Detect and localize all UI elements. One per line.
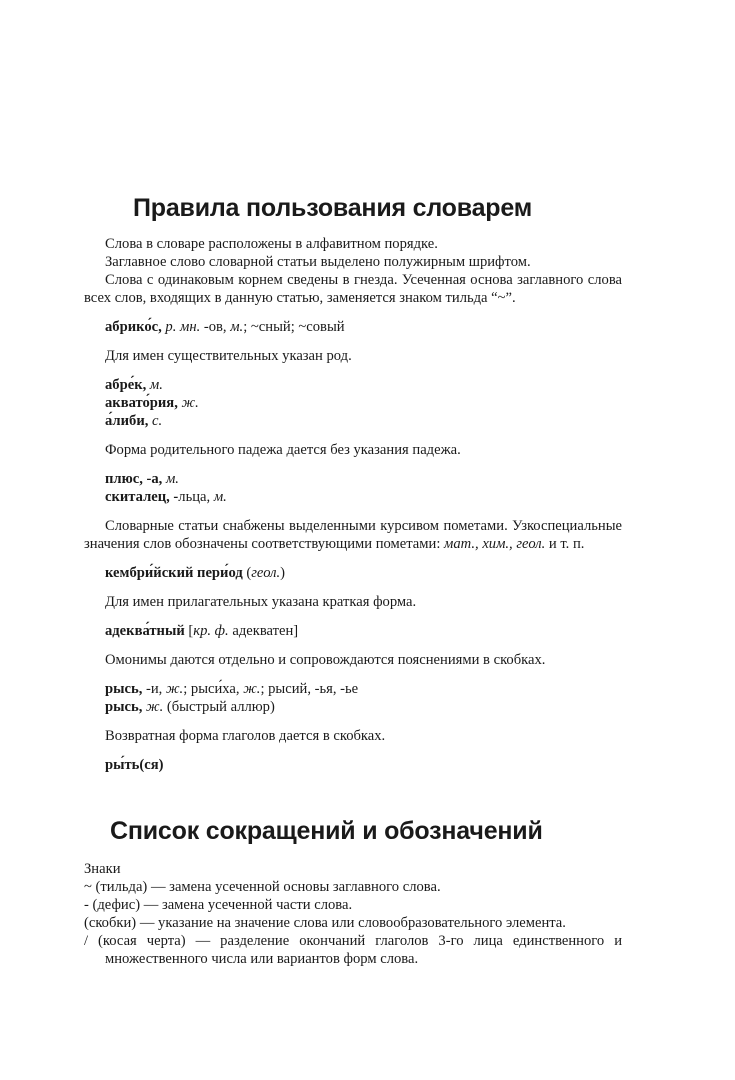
abbreviations-title: Список сокращений и обозначений [110,817,543,845]
example-entry: адеква́тный [кр. ф. адекватен] [105,623,299,639]
rules-section [84,235,622,774]
abbreviations-section [84,860,622,968]
example-entry: рысь, ж. (быстрый аллюр) [105,699,275,715]
note-labels: Словарные статьи снабжены выделенными курсивом пометами. Узкоспециальные значения слов обозначены соответствующими пометами: мат., хим., геол. и т. п. [84,518,622,552]
intro-line-1: Слова в словаре расположены в алфавитном порядке. [105,236,438,252]
signs-heading: Знаки [84,861,121,877]
sign-entry: - (дефис) — замена усеченной части слова. [84,897,353,913]
note-short-form: Для имен прилагательных указана краткая форма. [105,594,417,610]
example-entry-apricot: абрико́с, р. мн. -ов, м.; ~сный; ~совый [105,319,345,335]
note-homonyms: Омонимы даются отдельно и сопровождаются пояснениями в скобках. [105,652,546,668]
example-entry: абре́к, м. [105,377,163,393]
intro-line-2: Заглавное слово словарной статьи выделено полужирным шрифтом. [105,254,531,270]
headword: абрико́с, [105,319,162,335]
sign-entry: / (косая черта) — разделение окончаний глаголов 3-го лица единственного и множественного числа или вариантов форм слова. [84,933,622,967]
example-entry: а́либи, с. [105,413,163,429]
sign-entry: ~ (тильда) — замена усеченной основы заглавного слова. [84,879,441,895]
example-entry: скиталец, -льца, м. [105,489,227,505]
note-reflexive: Возвратная форма глаголов дается в скобках. [105,728,386,744]
gender-label: м. [230,319,244,335]
example-entry: кембри́йский пери́од (геол.) [105,565,286,581]
rules-title: Правила пользования словарем [133,194,533,222]
example-entry: ры́ть(ся) [105,757,164,773]
example-entry: плюс, -а, м. [105,471,179,487]
intro-line-3: Слова с одинаковым корнем сведены в гнезда. Усеченная основа заглавного слова всех слов, входящих в данную статью, заменяется знаком тильда “~”. [84,272,622,306]
grammar-label: р. мн. [165,319,201,335]
note-genitive: Форма родительного падежа дается без указания падежа. [105,442,461,458]
sign-entry: (скобки) — указание на значение слова или словообразовательного элемента. [84,915,566,931]
note-gender: Для имен существительных указан род. [105,348,352,364]
example-entry: аквато́рия, ж. [105,395,199,411]
example-entry: рысь, -и, ж.; рыси́ха, ж.; рысий, -ья, -ье [105,681,359,697]
